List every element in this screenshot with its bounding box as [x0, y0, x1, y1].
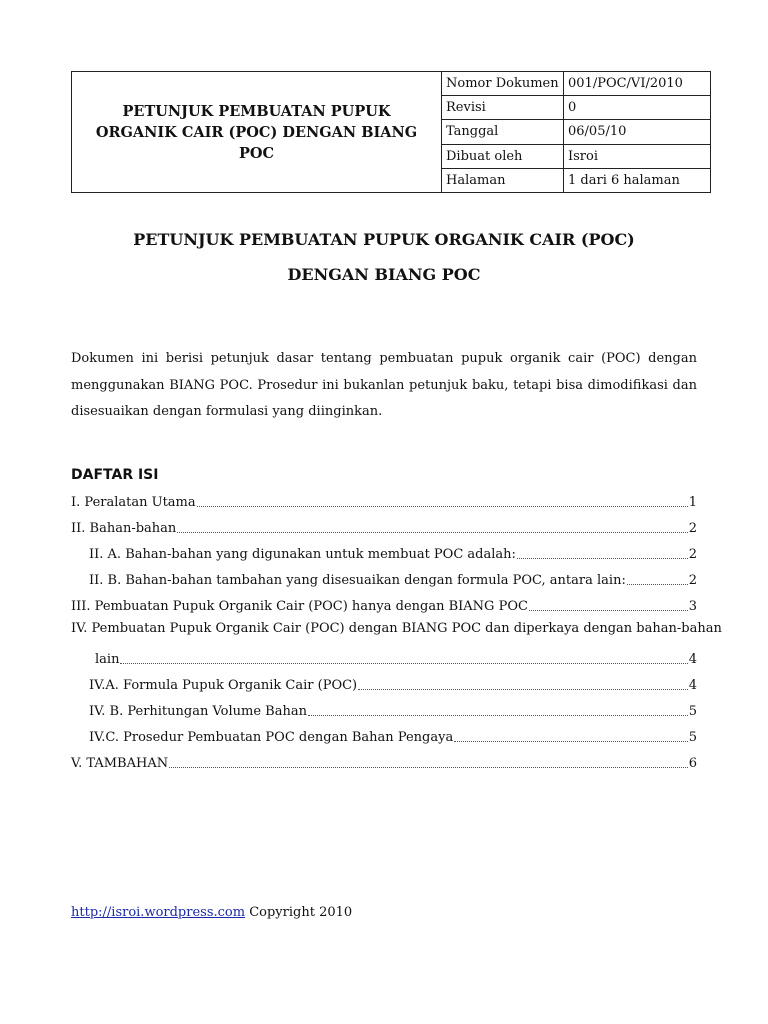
toc-entry[interactable]: [89, 699, 697, 719]
toc-entry[interactable]: [89, 568, 697, 588]
toc-entry-text: II. Bahan-bahan: [71, 521, 177, 536]
toc-leader-dots: [177, 515, 687, 533]
intro-paragraph: Dokumen ini berisi petunjuk dasar tentang pembuatan pupuk organik cair (POC) dengan menggunakan BIANG POC. Prosedur ini bukanlan petunjuk baku, tetapi bisa dimodifikasi dan disesuaikan dengan formulasi yang diinginkan.: [71, 351, 697, 419]
meta-label-revisi: Revisi: [442, 96, 564, 120]
toc-leader-dots: [120, 646, 687, 664]
toc-entry[interactable]: [89, 673, 697, 693]
toc-entry-page: 4: [688, 652, 697, 667]
toc-leader-dots: [308, 698, 688, 716]
toc-entry[interactable]: [89, 542, 697, 562]
toc-entry[interactable]: [95, 647, 697, 667]
toc-leader-dots: [197, 489, 688, 507]
toc-leader-dots: [529, 593, 688, 611]
page-footer: [71, 905, 352, 920]
toc-entry-text: IV. B. Perhitungan Volume Bahan: [89, 704, 307, 719]
toc-entry[interactable]: [89, 725, 697, 745]
toc-entry-page: 3: [688, 599, 697, 614]
document-title-line-1: PETUNJUK PEMBUATAN PUPUK ORGANIK CAIR (POC): [133, 230, 635, 249]
toc-entry-text: III. Pembuatan Pupuk Organik Cair (POC) hanya dengan BIANG POC: [71, 599, 528, 614]
toc-entry-text: V. TAMBAHAN: [71, 756, 169, 771]
toc-entry-text: II. A. Bahan-bahan yang digunakan untuk membuat POC adalah:: [89, 547, 516, 562]
toc-entry[interactable]: [71, 490, 697, 510]
toc-entry[interactable]: [71, 594, 697, 614]
meta-value-revisi: 0: [564, 96, 711, 120]
toc-entry-page: 6: [688, 756, 697, 771]
toc-leader-dots: [627, 567, 688, 585]
meta-label-halaman: Halaman: [442, 168, 564, 192]
toc-entry-page: 2: [688, 547, 697, 562]
meta-label-nomor-dokumen: Nomor Dokumen: [442, 72, 564, 96]
toc-entry[interactable]: [71, 751, 697, 771]
meta-value-tanggal: 06/05/10: [564, 120, 711, 144]
toc-leader-dots: [169, 750, 688, 768]
toc-leader-dots: [358, 672, 688, 690]
meta-label-dibuat-oleh: Dibuat oleh: [442, 144, 564, 168]
meta-value-nomor-dokumen: 001/POC/VI/2010: [564, 72, 711, 96]
copyright-text: Copyright 2010: [245, 905, 353, 920]
document-title-line-2: DENGAN BIANG POC: [287, 265, 481, 284]
toc-leader-dots: [454, 724, 688, 742]
meta-value-halaman: 1 dari 6 halaman: [564, 168, 711, 192]
toc-entry-page: 5: [688, 730, 697, 745]
toc-entry-page: 2: [688, 573, 697, 588]
document-header-table: [71, 71, 711, 193]
website-link[interactable]: http://isroi.wordpress.com: [71, 905, 246, 920]
toc-entry-page: 5: [688, 704, 697, 719]
toc-heading: DAFTAR ISI: [71, 467, 159, 483]
toc-entry-page: 1: [688, 495, 697, 510]
toc-entry-page: 2: [688, 521, 697, 536]
toc-entry-page: 4: [688, 678, 697, 693]
toc-entry-text: IV.C. Prosedur Pembuatan POC dengan Bahan Pengaya: [89, 730, 454, 745]
toc-entry-text: lain: [95, 652, 120, 667]
meta-value-dibuat-oleh: Isroi: [564, 144, 711, 168]
meta-label-tanggal: Tanggal: [442, 120, 564, 144]
toc-entry-text: II. B. Bahan-bahan tambahan yang disesuaikan dengan formula POC, antara lain:: [89, 573, 626, 588]
toc-entry-text: IV.A. Formula Pupuk Organik Cair (POC): [89, 678, 358, 693]
toc-leader-dots: [517, 541, 688, 559]
header-title: PETUNJUK PEMBUATAN PUPUK ORGANIK CAIR (POC) DENGAN BIANG POC: [72, 72, 442, 193]
toc-entry[interactable]: [71, 516, 697, 536]
toc-entry-wrapped-first-line[interactable]: IV. Pembuatan Pupuk Organik Cair (POC) dengan BIANG POC dan diperkaya dengan bahan-bahan: [71, 621, 722, 636]
toc-entry-text: I. Peralatan Utama: [71, 495, 196, 510]
